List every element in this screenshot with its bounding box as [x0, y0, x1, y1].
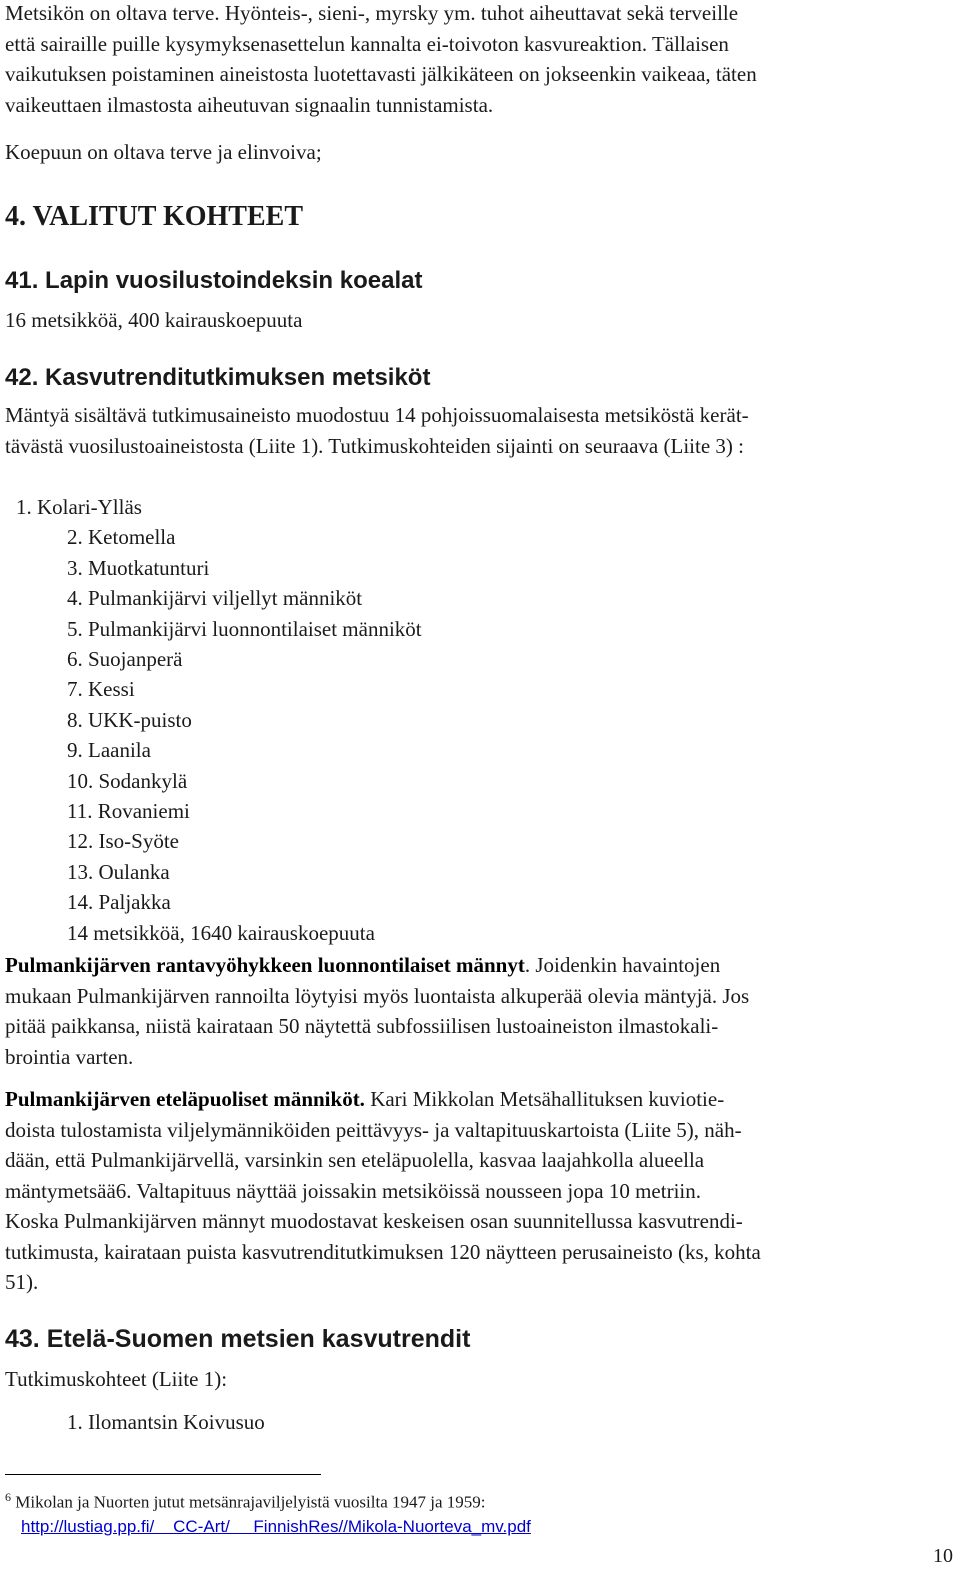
intro-paragraph — [5, 0, 757, 120]
site-summary: 14 metsikköä, 1640 kairauskoepuuta — [67, 920, 375, 945]
list-item: 11. Rovaniemi — [67, 799, 190, 824]
section-43-intro: Tutkimuskohteet (Liite 1): — [5, 1367, 228, 1391]
section-42-paragraph — [5, 400, 749, 461]
natural-pines-line: brointia varten. — [5, 1044, 134, 1069]
southern-stands-line: tutkimusta, kairataan puista kasvutrenditutkimuksen 120 näytteen perusaineisto (ks, kohta — [5, 1239, 761, 1264]
list-item: 12. Iso-Syöte — [67, 829, 179, 854]
southern-stands-line: doista tulostamista viljelymänniköiden peittävyys- ja valtapituuskartoista (Liite 5), näh- — [5, 1117, 742, 1142]
intro-line: että sairaille puille kysymyksenasettelun kannalta ei-toivoton kasvureaktion. Tällaisen — [5, 31, 729, 56]
southern-stands-text: Kari Mikkolan Metsähallituksen kuviotie- — [364, 1087, 725, 1111]
list-item: 7. Kessi — [67, 677, 135, 702]
list-item: 1. Kolari-Ylläs — [16, 495, 142, 519]
section-4-heading: 4. VALITUT KOHTEET — [5, 201, 304, 232]
list-item: 10. Sodankylä — [67, 768, 188, 793]
list-item: 14. Paljakka — [67, 890, 171, 915]
section-42-line: Mäntyä sisältävä tutkimusaineisto muodostuu 14 pohjoissuomalaisesta metsiköstä kerät- — [5, 403, 749, 427]
southern-stands-line: dään, että Pulmankijärvellä, varsinkin sen eteläpuolella, kasvaa laajahkolla alueella — [5, 1148, 705, 1172]
list-item: 5. Pulmankijärvi luonnontilaiset männiköt — [67, 616, 422, 641]
natural-pines-heading: Pulmankijärven rantavyöhykkeen luonnontilaiset männyt — [5, 953, 525, 977]
list-item: 2. Ketomella — [67, 525, 176, 550]
site-list — [16, 492, 422, 948]
natural-pines-line: mukaan Pulmankijärven rannoilta löytyisi myös luontaista alkuperää olevia mäntyjä. Jos — [5, 983, 750, 1008]
list-item: 6. Suojanperä — [67, 647, 183, 672]
footnote-divider — [5, 1474, 321, 1475]
intro-line: vaikutuksen poistaminen aineistosta luotettavasti jälkikäteen on jokseenkin vaikeaa, täten — [5, 62, 757, 86]
southern-stands-line: 51). — [5, 1270, 39, 1294]
southern-stands-paragraph — [5, 1084, 761, 1298]
southern-stands-line: mäntymetsää6. Valtapituus näyttää joissakin metsiköissä nousseen jopa 10 metriin. — [5, 1178, 701, 1203]
footnote — [5, 1490, 486, 1513]
southern-stands-line: Koska Pulmankijärven männyt muodostavat keskeisen osan suunnitellussa kasvutrendi- — [5, 1209, 743, 1233]
section-41-text: 16 metsikköä, 400 kairauskoepuuta — [5, 308, 303, 332]
footnote-link[interactable]: http://lustiag.pp.fi/ CC-Art/ FinnishRes//Mikola-Nuorteva_mv.pdf — [21, 1517, 531, 1536]
intro-line: vaikeuttaen ilmastosta aiheutuvan signaalin tunnistamista. — [5, 92, 494, 117]
list-item: 4. Pulmankijärvi viljellyt männiköt — [67, 586, 363, 611]
footnote-marker: 6 — [5, 1490, 11, 1504]
requirement-text: Koepuun on oltava terve ja elinvoiva; — [5, 140, 322, 164]
natural-pines-paragraph — [5, 950, 749, 1072]
list-item: 8. UKK-puisto — [67, 707, 192, 732]
section-43-item: 1. Ilomantsin Koivusuo — [67, 1410, 265, 1434]
section-42-line: tävästä vuosilustoaineistosta (Liite 1). Tutkimuskohteiden sijainti on seuraava (Liite 3) : — [5, 433, 744, 458]
section-42-heading: 42. Kasvutrenditutkimuksen metsiköt — [5, 364, 431, 391]
page-number: 10 — [933, 1545, 953, 1567]
natural-pines-text: . Joidenkin havaintojen — [524, 953, 721, 977]
list-item: 9. Laanila — [67, 738, 151, 763]
section-43-heading: 43. Etelä-Suomen metsien kasvutrendit — [5, 1325, 471, 1353]
southern-stands-heading: Pulmankijärven eteläpuoliset männiköt. — [5, 1087, 365, 1111]
footnote-text: Mikolan ja Nuorten jutut metsänrajaviljelyistä vuosilta 1947 ja 1959: — [11, 1492, 486, 1512]
natural-pines-line: pitää paikkansa, niistä kairataan 50 näytettä subfossiilisen lustoaineiston ilmastokali- — [5, 1014, 719, 1038]
list-item: 13. Oulanka — [67, 859, 170, 884]
intro-line: Metsikön on oltava terve. Hyönteis-, sieni-, myrsky ym. tuhot aiheuttavat sekä terveille — [5, 1, 739, 25]
section-41-heading: 41. Lapin vuosilustoindeksin koealat — [5, 267, 423, 294]
list-item: 3. Muotkatunturi — [67, 555, 210, 580]
